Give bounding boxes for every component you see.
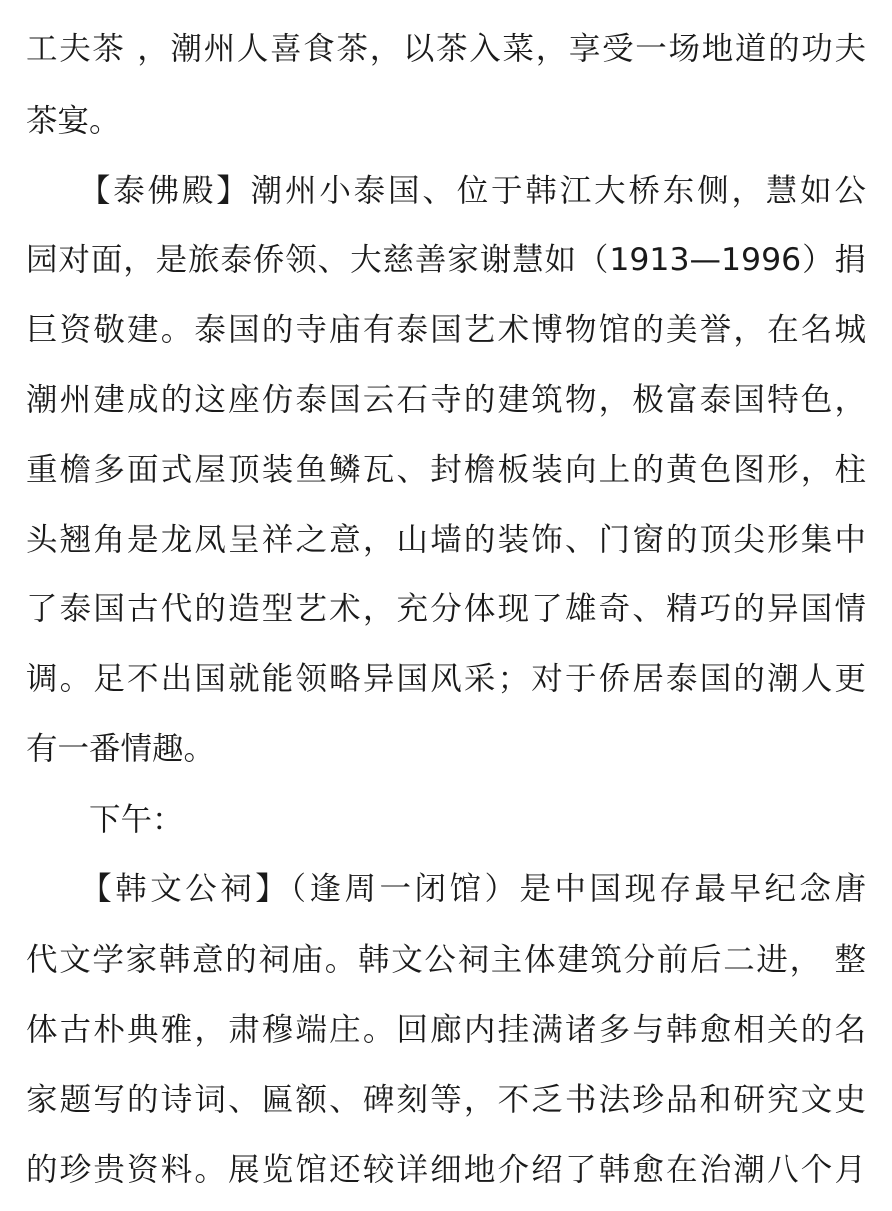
text-line: 下午： xyxy=(26,802,184,838)
text-line: 工夫茶 ，潮州人喜食茶，以茶入菜，享受一场地道的功夫 xyxy=(26,31,866,67)
text-line: 巨资敬建。泰国的寺庙有泰国艺术博物馆的美誉，在名城 xyxy=(26,312,866,348)
text-line: 茶宴。 xyxy=(26,103,121,139)
text-line: 重檐多面式屋顶装鱼鳞瓦、封檐板装向上的黄色图形，柱 xyxy=(26,452,866,488)
text-line: 了泰国古代的造型艺术，充分体现了雄奇、精巧的异国情 xyxy=(26,591,866,627)
text-line: 【泰佛殿】潮州小泰国、位于韩江大桥东侧，慧如公 xyxy=(26,173,866,209)
text-line: 家题写的诗词、匾额、碑刻等，不乏书法珍品和研究文史 xyxy=(26,1082,866,1118)
text-line: 调。足不出国就能领略异国风采；对于侨居泰国的潮人更 xyxy=(26,661,866,697)
text-line: 潮州建成的这座仿泰国云石寺的建筑物，极富泰国特色， xyxy=(26,382,866,418)
text-line: 体古朴典雅，肃穆端庄。回廊内挂满诸多与韩愈相关的名 xyxy=(26,1012,866,1048)
text-line: 【韩文公祠】（逢周一闭馆）是中国现存最早纪念唐 xyxy=(26,871,866,907)
text-line: 有一番情趣。 xyxy=(26,731,216,767)
text-line: 代文学家韩意的祠庙。韩文公祠主体建筑分前后二进， 整 xyxy=(26,942,866,978)
text-line: 头翘角是龙凤呈祥之意，山墙的装饰、门窗的顶尖形集中 xyxy=(26,522,866,558)
text-line: 园对面，是旅泰侨领、大慈善家谢慧如（1913—1996）捐 xyxy=(26,242,866,278)
text-line: 的珍贵资料。展览馆还较详细地介绍了韩愈在治潮八个月 xyxy=(26,1152,866,1188)
